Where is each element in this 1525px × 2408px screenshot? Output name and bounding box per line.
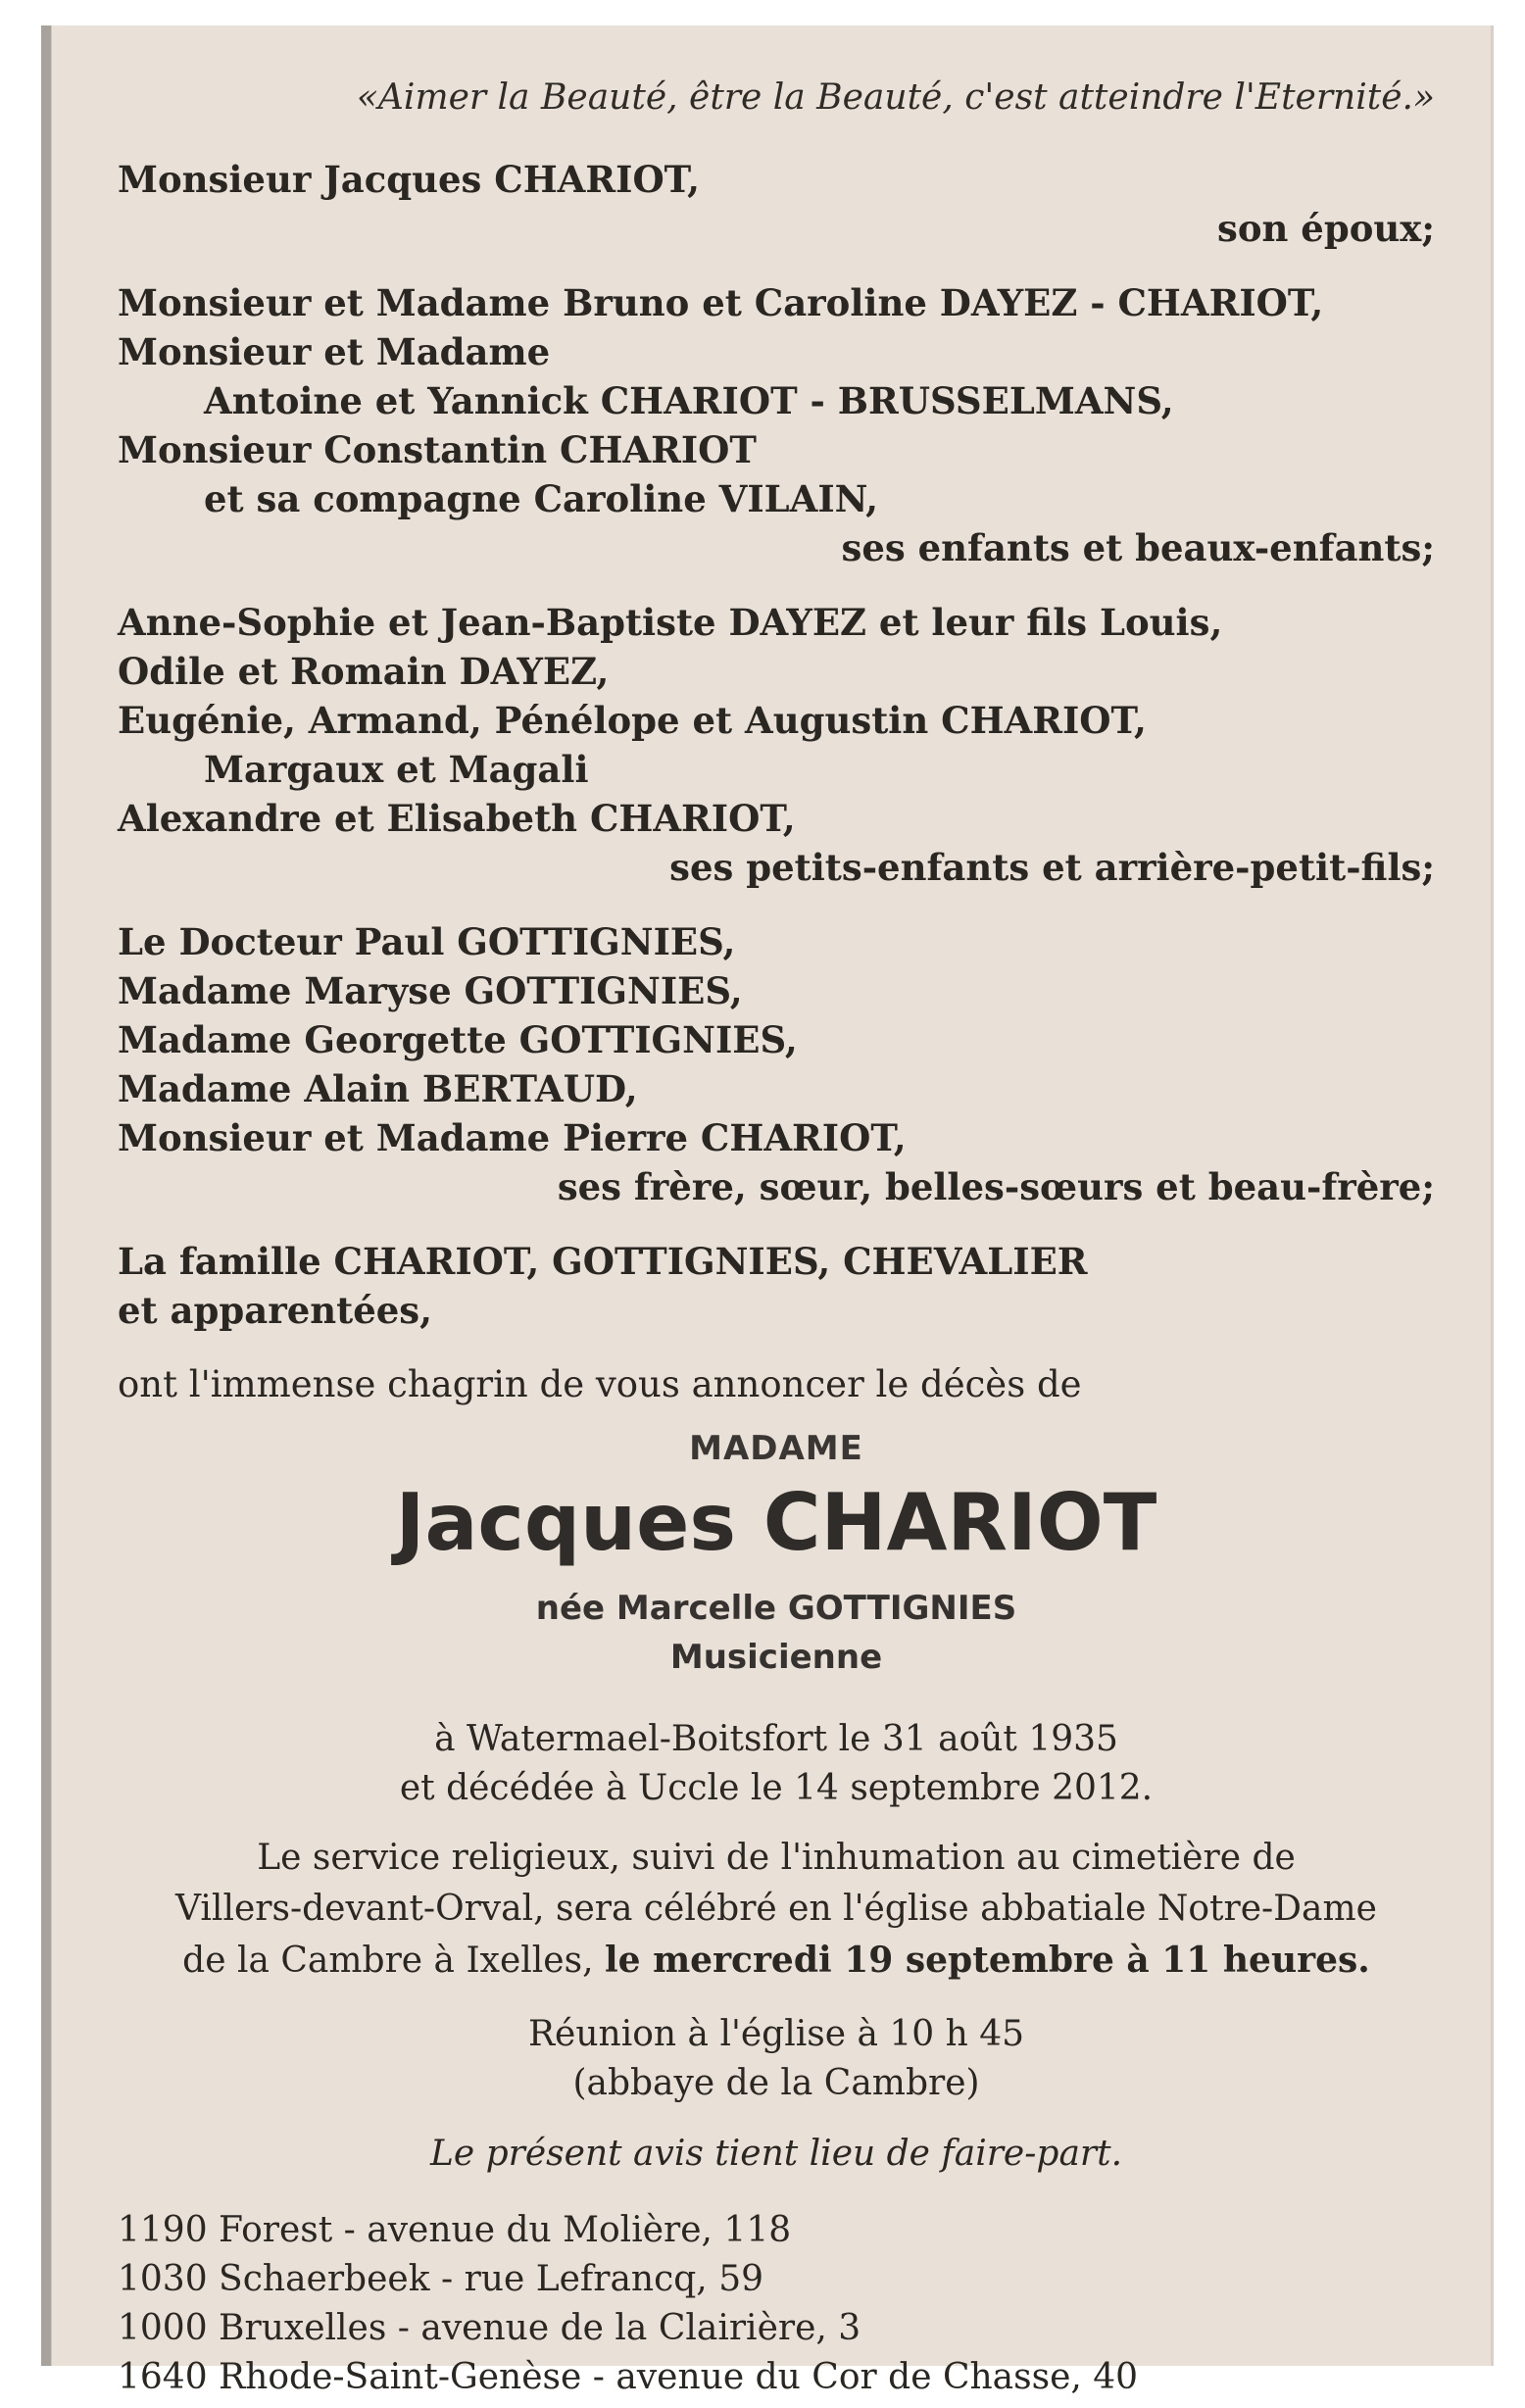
family-member-line: Monsieur et Madame Bruno et Caroline DAYEZ - CHARIOT, [118, 281, 1324, 324]
announcement-text: ont l'immense chagrin de vous annoncer le décès de [118, 1363, 1082, 1405]
family-member-line: et sa compagne Caroline VILAIN, [204, 477, 879, 520]
family-member-line: Alexandre et Elisabeth CHARIOT, [118, 797, 796, 840]
death-line: et décédée à Uccle le 14 septembre 2012. [399, 1768, 1154, 1808]
family-member-line: Madame Maryse GOTTIGNIES, [118, 969, 743, 1012]
service-line-1: Le service religieux, suivi de l'inhumation au cimetière de [257, 1838, 1296, 1878]
title-madame: MADAME [689, 1429, 863, 1468]
family-member-line: Monsieur Jacques CHARIOT, [118, 158, 701, 201]
family-group [118, 155, 1435, 253]
family-member-line: Monsieur Constantin CHARIOT [118, 428, 757, 471]
profession: Musicienne [669, 1638, 883, 1677]
family-member-line: Anne-Sophie et Jean-Baptiste DAYEZ et leur fils Louis, [118, 601, 1223, 644]
service-line-3-plain: de la Cambre à Ixelles, [182, 1941, 605, 1981]
family-member-line: Le Docteur Paul GOTTIGNIES, [118, 920, 736, 963]
family-group [118, 598, 1435, 892]
deceased-name: Jacques CHARIOT [395, 1477, 1157, 1568]
address-line: 1190 Forest - avenue du Molière, 118 [118, 2210, 792, 2250]
address-list [118, 2206, 1435, 2402]
family-group [118, 278, 1435, 572]
family-member-line: Eugénie, Armand, Pénélope et Augustin CHARIOT, [118, 699, 1147, 742]
family-member-line: Odile et Romain DAYEZ, [118, 650, 610, 693]
family-member-line: Madame Georgette GOTTIGNIES, [118, 1018, 798, 1061]
address-line: 1640 Rhode-Saint-Genèse - avenue du Cor de Chasse, 40 [118, 2357, 1139, 2397]
epigraph-quote: «Aimer la Beauté, être la Beauté, c'est atteindre l'Eternité.» [356, 77, 1435, 118]
family-group [118, 1237, 1435, 1335]
obituary-content [118, 74, 1435, 2397]
service-info [118, 1833, 1435, 1987]
service-line-2: Villers-devant-Orval, sera célébré en l'église abbatiale Notre-Dame [175, 1889, 1377, 1929]
family-member-line: Antoine et Yannick CHARIOT - BRUSSELMANS, [204, 379, 1174, 422]
family-member-line: La famille CHARIOT, GOTTIGNIES, CHEVALIER [118, 1240, 1088, 1283]
family-member-line: Monsieur et Madame Pierre CHARIOT, [118, 1116, 907, 1159]
family-member-line: Monsieur et Madame [118, 330, 551, 373]
family-group [118, 917, 1435, 1211]
relation-label: ses enfants et beaux-enfants; [841, 526, 1435, 569]
service-date-time: le mercredi 19 septembre à 11 heures. [604, 1940, 1370, 1981]
family-member-line: Madame Alain BERTAUD, [118, 1067, 638, 1110]
obituary-clipping [41, 25, 1494, 2397]
relation-label: ses frère, sœur, belles-sœurs et beau-frère; [557, 1165, 1435, 1208]
maiden-name: née Marcelle GOTTIGNIES [535, 1589, 1017, 1628]
family-member-line: Margaux et Magali [204, 748, 589, 791]
address-line: 1030 Schaerbeek - rue Lefrancq, 59 [118, 2259, 764, 2299]
relation-label: ses petits-enfants et arrière-petit-fils; [669, 846, 1435, 889]
notice-text: Le présent avis tient lieu de faire-part. [429, 2134, 1123, 2174]
family-member-line: et apparentées, [118, 1289, 433, 1332]
birth-line: à Watermael-Boitsfort le 31 août 1935 [434, 1719, 1118, 1759]
relation-label: son époux; [1217, 207, 1435, 250]
reunion-line: Réunion à l'église à 10 h 45 [527, 2014, 1025, 2054]
service-line-3 [118, 1935, 1435, 1987]
reunion-place: (abbaye de la Cambre) [572, 2063, 980, 2103]
address-line: 1000 Bruxelles - avenue de la Clairière, 3 [118, 2308, 861, 2348]
family-list [118, 155, 1435, 1335]
